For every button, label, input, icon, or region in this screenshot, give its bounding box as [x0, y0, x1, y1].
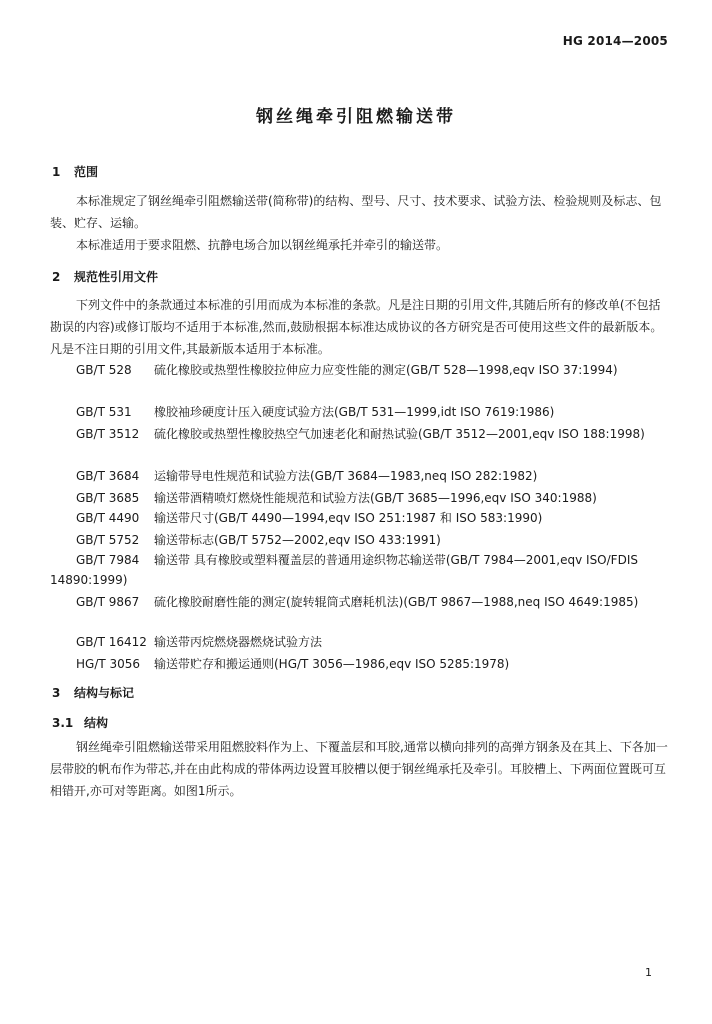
reference-title: 输送带贮存和搬运通则(HG/T 3056—1986,eqv ISO 5285:1978) — [154, 657, 510, 671]
section-title: 结构 — [84, 716, 109, 730]
document-title: 钢丝绳牵引阻燃输送带 — [256, 107, 456, 127]
reference-item — [50, 424, 672, 444]
reference-title: 硫化橡胶或热塑性橡胶拉伸应力应变性能的测定(GB/T 528—1998,eqv ISO 37:1994) — [154, 363, 618, 377]
reference-title: 输送带标志(GB/T 5752—2002,eqv ISO 433:1991) — [154, 533, 441, 547]
reference-title: 橡胶袖珍硬度计压入硬度试验方法(GB/T 531—1999,idt ISO 7619:1986) — [154, 405, 555, 419]
page-number: 1 — [645, 966, 652, 979]
reference-title: 输送带酒精喷灯燃烧性能规范和试验方法(GB/T 3685—1996,eqv ISO 340:1988) — [154, 491, 597, 505]
section-title: 范围 — [74, 165, 99, 179]
section-3-1-paragraph — [50, 736, 670, 802]
reference-title: 输送带丙烷燃烧器燃烧试验方法 — [154, 635, 323, 649]
section-number: 3.1 — [52, 716, 74, 730]
section-2-heading — [52, 268, 158, 285]
paragraph-text: 本标准规定了钢丝绳牵引阻燃输送带(简称带)的结构、型号、尺寸、技术要求、试验方法、检验规则及标志、包装、贮存、运输。 — [50, 194, 662, 230]
paragraph-text: 本标准适用于要求阻燃、抗静电场合加以钢丝绳承托并牵引的输送带。 — [76, 238, 449, 252]
reference-item — [50, 654, 672, 674]
reference-item — [50, 508, 672, 528]
reference-title: 输送带 具有橡胶或塑料覆盖层的普通用途织物芯输送带(GB/T 7984—2001,eqv ISO/FDIS 14890:1999) — [50, 553, 638, 587]
reference-item — [50, 402, 672, 422]
reference-item — [50, 360, 672, 380]
reference-item — [50, 530, 672, 550]
section-1-heading — [52, 163, 98, 180]
reference-code: GB/T 528 — [76, 363, 132, 377]
section-number: 3 — [52, 686, 61, 700]
section-1-paragraph-1 — [50, 190, 670, 234]
reference-code: GB/T 9867 — [76, 595, 140, 609]
reference-item — [50, 550, 672, 590]
reference-code: HG/T 3056 — [76, 657, 141, 671]
paragraph-text: 下列文件中的条款通过本标准的引用而成为本标准的条款。凡是注日期的引用文件,其随后所有的修改单(不包括勘误的内容)或修订版均不适用于本标准,然而,鼓励根据本标准达成协议的各方研究是否可使用这些文件的最新版本。凡是不注日期的引用文件,其最新版本适用于本标准。 — [50, 298, 663, 356]
reference-title: 运输带导电性规范和试验方法(GB/T 3684—1983,neq ISO 282:1982) — [154, 469, 538, 483]
section-3-heading — [52, 684, 134, 701]
reference-code: GB/T 3684 — [76, 469, 140, 483]
reference-code: GB/T 4490 — [76, 511, 140, 525]
section-title: 规范性引用文件 — [74, 270, 159, 284]
reference-title: 硫化橡胶耐磨性能的测定(旋转辊筒式磨耗机法)(GB/T 9867—1988,neq ISO 4649:1985) — [154, 595, 639, 609]
section-number: 2 — [52, 270, 61, 284]
reference-item — [50, 592, 672, 612]
reference-title: 输送带尺寸(GB/T 4490—1994,eqv ISO 251:1987 和 ISO 583:1990) — [154, 511, 543, 525]
reference-code: GB/T 531 — [76, 405, 132, 419]
reference-code: GB/T 16412 — [76, 635, 147, 649]
reference-code: GB/T 3685 — [76, 491, 140, 505]
reference-code: GB/T 5752 — [76, 533, 140, 547]
section-title: 结构与标记 — [74, 686, 135, 700]
paragraph-text: 钢丝绳牵引阻燃输送带采用阻燃胶料作为上、下覆盖层和耳胶,通常以横向排列的高弹方钢条及在其上、下各加一层带胶的帆布作为带芯,并在由此构成的带体两边设置耳胶槽以便于钢丝绳承托及牵引。耳胶槽上、下两面位置既可互相错开,亦可对等距离。如图1所示。 — [50, 740, 668, 798]
section-number: 1 — [52, 165, 61, 179]
reference-item — [50, 632, 672, 652]
reference-item — [50, 466, 672, 486]
reference-title: 硫化橡胶或热塑性橡胶热空气加速老化和耐热试验(GB/T 3512—2001,eqv ISO 188:1998) — [154, 427, 645, 441]
section-3-1-heading — [52, 714, 108, 731]
reference-code: GB/T 3512 — [76, 427, 140, 441]
section-2-intro — [50, 294, 670, 360]
section-1-paragraph-2 — [50, 234, 670, 256]
reference-code: GB/T 7984 — [76, 553, 140, 567]
standard-code: HG 2014—2005 — [562, 34, 668, 48]
reference-item — [50, 488, 672, 508]
